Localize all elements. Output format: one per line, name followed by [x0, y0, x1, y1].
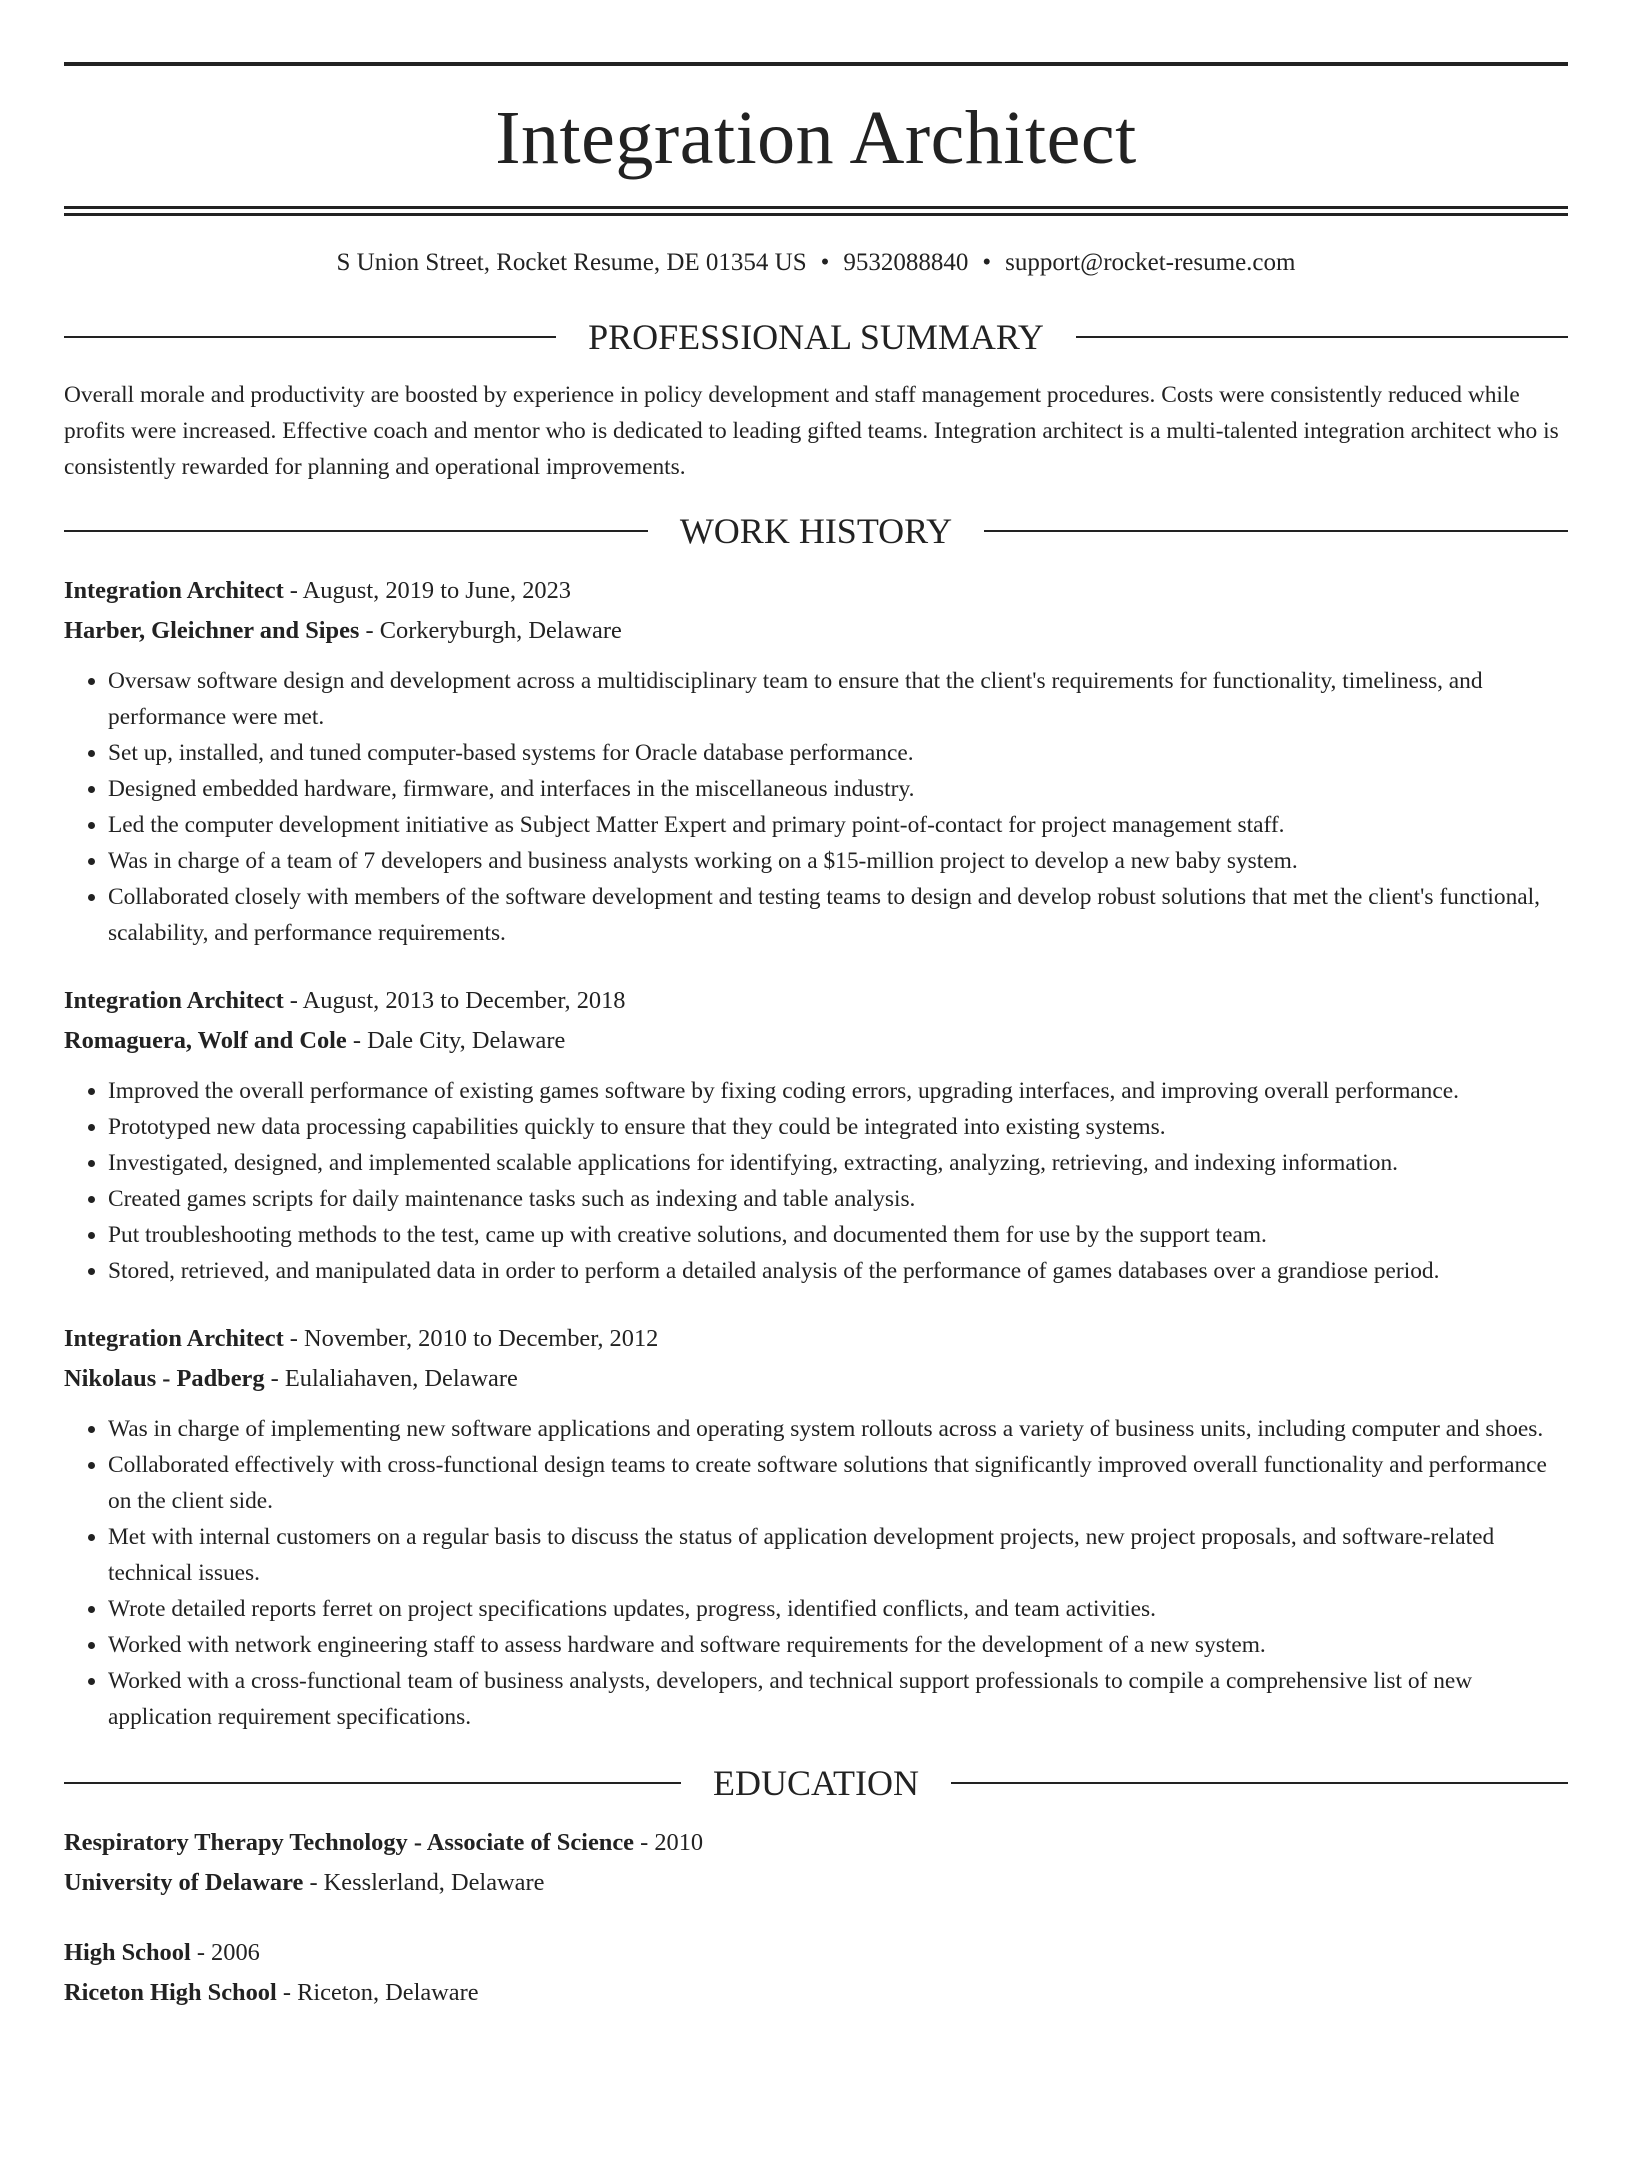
- education-location: - Riceton, Delaware: [276, 1979, 479, 2006]
- education-degree-line: [64, 1823, 1568, 1863]
- job-title-line: [64, 571, 1568, 611]
- job-bullets: [64, 1073, 1568, 1289]
- education-entry: [64, 1933, 1568, 2013]
- job-dates: - November, 2010 to December, 2012: [283, 1325, 659, 1352]
- contact-separator: •: [982, 249, 992, 276]
- job-role: Integration Architect: [64, 577, 284, 604]
- resume-page: [0, 62, 1632, 2174]
- job-entry: [64, 981, 1568, 1289]
- education-degree: High School: [64, 1939, 191, 1966]
- list-item: • Investigated, designed, and implemented scalable applications for identifying, extracting, analyzing, retrieving, and indexing information.: [108, 1145, 1568, 1181]
- contact-phone: 9532088840: [843, 249, 969, 276]
- education-location: - Kesslerland, Delaware: [303, 1869, 545, 1896]
- resume-name: Integration Architect: [495, 96, 1137, 180]
- section-rule-right: [984, 530, 1568, 532]
- job-title-line: [64, 1319, 1568, 1359]
- name-double-divider: [64, 206, 1568, 216]
- job-bullets: [64, 663, 1568, 951]
- contact-email: support@rocket-resume.com: [1005, 249, 1296, 276]
- job-bullets: [64, 1411, 1568, 1735]
- section-header-work: [64, 513, 1568, 549]
- contact-separator: •: [820, 249, 830, 276]
- list-item: • Was in charge of a team of 7 developers and business analysts working on a $15-million project to develop a new baby system.: [108, 843, 1568, 879]
- section-header-education: [64, 1765, 1568, 1801]
- job-role: Integration Architect: [64, 987, 284, 1014]
- job-title-line: [64, 981, 1568, 1021]
- section-rule-left: [64, 1782, 681, 1784]
- section-rule-right: [951, 1782, 1568, 1784]
- list-item: • Collaborated closely with members of the software development and testing teams to design and develop robust solutions that met the client's functional, scalability, and performance requirements.: [108, 879, 1568, 951]
- contact-line: [64, 250, 1568, 275]
- list-item: • Oversaw software design and development across a multidisciplinary team to ensure that the client's requirements for functionality, timeliness, and performance were met.: [108, 663, 1568, 735]
- job-location: - Corkeryburgh, Delaware: [359, 617, 622, 644]
- list-item: • Designed embedded hardware, firmware, and interfaces in the miscellaneous industry.: [108, 771, 1568, 807]
- job-company-line: [64, 611, 1568, 651]
- education-degree: Respiratory Therapy Technology - Associate of Science: [64, 1829, 634, 1856]
- job-location: - Eulaliahaven, Delaware: [264, 1365, 518, 1392]
- job-company: Harber, Gleichner and Sipes: [64, 617, 360, 644]
- job-company-line: [64, 1021, 1568, 1061]
- list-item: • Worked with network engineering staff to assess hardware and software requirements for the development of a new system.: [108, 1627, 1568, 1663]
- education-school-line: [64, 1863, 1568, 1903]
- job-location: - Dale City, Delaware: [346, 1027, 566, 1054]
- education-year: - 2006: [190, 1939, 260, 1966]
- job-dates: - August, 2019 to June, 2023: [283, 577, 571, 604]
- list-item: • Worked with a cross-functional team of business analysts, developers, and technical support professionals to compile a comprehensive list of new application requirement specifications.: [108, 1663, 1568, 1735]
- section-header-summary: [64, 319, 1568, 355]
- job-company-line: [64, 1359, 1568, 1399]
- section-rule-left: [64, 530, 648, 532]
- job-role: Integration Architect: [64, 1325, 284, 1352]
- section-title-summary: PROFESSIONAL SUMMARY: [588, 317, 1044, 357]
- education-school: Riceton High School: [64, 1979, 277, 2006]
- education-school-line: [64, 1973, 1568, 2013]
- job-dates: - August, 2013 to December, 2018: [283, 987, 626, 1014]
- section-rule-right: [1076, 336, 1568, 338]
- job-company: Nikolaus - Padberg: [64, 1365, 265, 1392]
- section-title-education: EDUCATION: [713, 1763, 919, 1803]
- list-item: • Put troubleshooting methods to the test, came up with creative solutions, and documented them for use by the support team.: [108, 1217, 1568, 1253]
- list-item: • Set up, installed, and tuned computer-based systems for Oracle database performance.: [108, 735, 1568, 771]
- list-item: • Prototyped new data processing capabilities quickly to ensure that they could be integrated into existing systems.: [108, 1109, 1568, 1145]
- list-item: • Created games scripts for daily maintenance tasks such as indexing and table analysis.: [108, 1181, 1568, 1217]
- list-item: • Wrote detailed reports ferret on project specifications updates, progress, identified conflicts, and team activities.: [108, 1591, 1568, 1627]
- list-item: • Collaborated effectively with cross-functional design teams to create software solutions that significantly improved overall functionality and performance on the client side.: [108, 1447, 1568, 1519]
- section-rule-left: [64, 336, 556, 338]
- education-degree-line: [64, 1933, 1568, 1973]
- section-title-work: WORK HISTORY: [679, 511, 953, 551]
- contact-address: S Union Street, Rocket Resume, DE 01354 US: [336, 249, 807, 276]
- list-item: • Met with internal customers on a regular basis to discuss the status of application development projects, new project proposals, and software-related technical issues.: [108, 1519, 1568, 1591]
- job-entry: [64, 571, 1568, 951]
- job-company: Romaguera, Wolf and Cole: [64, 1027, 347, 1054]
- job-entry: [64, 1319, 1568, 1735]
- education-entry: [64, 1823, 1568, 1903]
- list-item: • Led the computer development initiative as Subject Matter Expert and primary point-of-contact for project management staff.: [108, 807, 1568, 843]
- list-item: • Improved the overall performance of existing games software by fixing coding errors, upgrading interfaces, and improving overall performance.: [108, 1073, 1568, 1109]
- top-divider: [64, 62, 1568, 66]
- education-school: University of Delaware: [64, 1869, 304, 1896]
- list-item: • Was in charge of implementing new software applications and operating system rollouts across a variety of business units, including computer and shoes.: [108, 1411, 1568, 1447]
- education-year: - 2010: [634, 1829, 704, 1856]
- summary-text: Overall morale and productivity are boosted by experience in policy development and staff management procedures. Costs were consistently reduced while profits were increased. Effective coach and mentor who is dedicated to leading gifted teams. Integration architect is a multi-talented integration architect who is consistently rewarded for planning and operational improvements.: [64, 382, 1559, 480]
- list-item: • Stored, retrieved, and manipulated data in order to perform a detailed analysis of the performance of games databases over a grandiose period.: [108, 1253, 1568, 1289]
